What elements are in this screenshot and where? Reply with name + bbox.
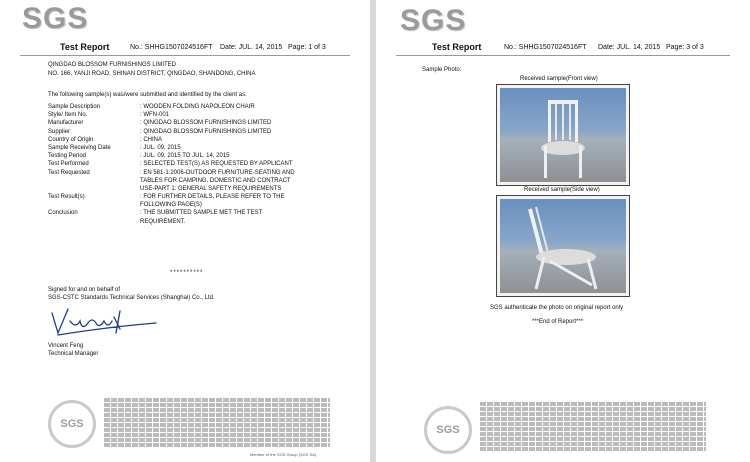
detail-value: TABLES FOR CAMPING, DOMESTIC AND CONTRACT	[140, 177, 291, 184]
detail-label	[48, 218, 140, 226]
detail-row	[48, 218, 340, 226]
detail-label: Manufacturer	[48, 120, 84, 127]
detail-value: REQUIREMENT.	[140, 218, 186, 225]
detail-row	[48, 169, 340, 177]
seal-text: SGS	[436, 424, 460, 436]
report-page-1	[0, 0, 370, 462]
signatory-title: Technical Manager	[48, 351, 99, 357]
report-number: No.: SHHG1507024516FT	[130, 44, 213, 51]
fine-print-terms	[104, 398, 330, 448]
detail-value: : THE SUBMITTED SAMPLE MET THE TEST	[140, 210, 263, 217]
seal-text: SGS	[60, 418, 84, 430]
page-number: Page: 3 of 3	[666, 44, 704, 51]
signing-company: SGS-CSTC Standards Technical Services (Shanghai) Co., Ltd.	[48, 295, 215, 301]
detail-value: : FOR FURTHER DETAILS, PLEASE REFER TO THE	[140, 194, 285, 201]
detail-value: : WOODEN FOLDING NAPOLEON CHAIR	[140, 104, 255, 110]
sgs-logo: SGS	[400, 4, 467, 37]
detail-row	[48, 185, 340, 193]
detail-row	[48, 128, 340, 136]
chair-front-image	[500, 88, 626, 182]
report-page-3	[376, 0, 750, 462]
report-title: Test Report	[60, 42, 110, 52]
caption-side-view: Received sample(Side view)	[524, 187, 600, 193]
detail-value: : JUL. 09, 2015	[140, 144, 181, 151]
photo-side-view	[496, 195, 630, 297]
detail-row	[48, 119, 340, 127]
detail-row	[48, 160, 340, 168]
detail-label: Test Requested	[48, 169, 90, 176]
signed-on-behalf: Signed for and on behalf of	[48, 287, 121, 293]
detail-row	[48, 209, 340, 217]
detail-label: Sample Receiving Date	[48, 144, 111, 151]
detail-row	[48, 111, 340, 119]
detail-label: Supplier	[48, 128, 71, 135]
report-date: Date: JUL. 14, 2015	[220, 44, 283, 51]
detail-label	[48, 177, 140, 185]
detail-value: FOLLOWING PAGE(S)	[140, 202, 202, 209]
detail-value: : EN 581-1:2006-OUTDOOR FURNITURE-SEATING AND	[140, 169, 295, 176]
detail-label: Sample Description	[48, 104, 101, 110]
detail-label: Test Result(s)	[48, 194, 85, 201]
sample-photo-label: Sample Photo:	[422, 67, 462, 73]
detail-value: : WFN-001	[140, 112, 170, 119]
detail-row	[48, 103, 340, 111]
authenticate-note: SGS authenticate the photo on original report only	[490, 305, 624, 311]
sgs-seal	[48, 400, 96, 448]
detail-label	[48, 185, 140, 193]
signatory-name: Vincent Feng	[48, 343, 84, 349]
sgs-logo: SGS	[22, 2, 89, 35]
detail-label	[48, 201, 140, 209]
report-number: No.: SHHG1507024516FT	[504, 44, 587, 51]
report-title: Test Report	[432, 42, 482, 52]
intro-text: The following sample(s) was/were submitted and identified by the client as:	[48, 92, 247, 98]
detail-row	[48, 193, 340, 201]
handwritten-signature	[48, 303, 158, 337]
detail-value: : QINGDAO BLOSSOM FURNISHINGS LIMITED	[140, 120, 272, 127]
detail-label: Conclusion	[48, 210, 78, 217]
header-rule	[396, 55, 730, 56]
detail-row	[48, 152, 340, 160]
chair-side-image	[500, 199, 626, 293]
report-date: Date: JUL. 14, 2015	[598, 44, 661, 51]
end-of-report: ***End of Report***	[532, 319, 584, 325]
applicant-name: QINGDAO BLOSSOM FURNISHINGS LIMITED	[48, 62, 177, 68]
sample-details	[48, 103, 340, 226]
detail-value: : QINGDAO BLOSSOM FURNISHINGS LIMITED	[140, 128, 272, 135]
detail-label: Country of Origin	[48, 136, 94, 143]
detail-row	[48, 136, 340, 144]
caption-front-view: Received sample(Front view)	[520, 76, 598, 82]
header-rule	[20, 55, 350, 56]
detail-row	[48, 201, 340, 209]
detail-row	[48, 177, 340, 185]
separator-stars: **********	[170, 270, 204, 276]
detail-row	[48, 144, 340, 152]
sgs-seal	[424, 406, 472, 454]
photo-front-view	[496, 84, 630, 186]
fine-print-terms	[480, 402, 706, 452]
detail-label: Test Performed	[48, 161, 89, 168]
member-of-sgs-group: Member of the SGS Group (SGS SA)	[250, 452, 317, 457]
page-number: Page: 1 of 3	[288, 44, 326, 51]
detail-value: : JUL. 09, 2015 TO JUL. 14, 2015	[140, 153, 230, 160]
applicant-address: NO. 166, YANJI ROAD, SHINAN DISTRICT, QINGDAO, SHANDONG, CHINA	[48, 71, 256, 77]
detail-value: : SELECTED TEST(S) AS REQUESTED BY APPLICANT	[140, 161, 293, 168]
detail-value: USE-PART 1: GENERAL SAFETY REQUIREMENTS	[140, 185, 282, 192]
detail-label: Style/ Item No.	[48, 112, 88, 119]
detail-value: : CHINA	[140, 136, 163, 143]
detail-label: Testing Period	[48, 153, 87, 160]
